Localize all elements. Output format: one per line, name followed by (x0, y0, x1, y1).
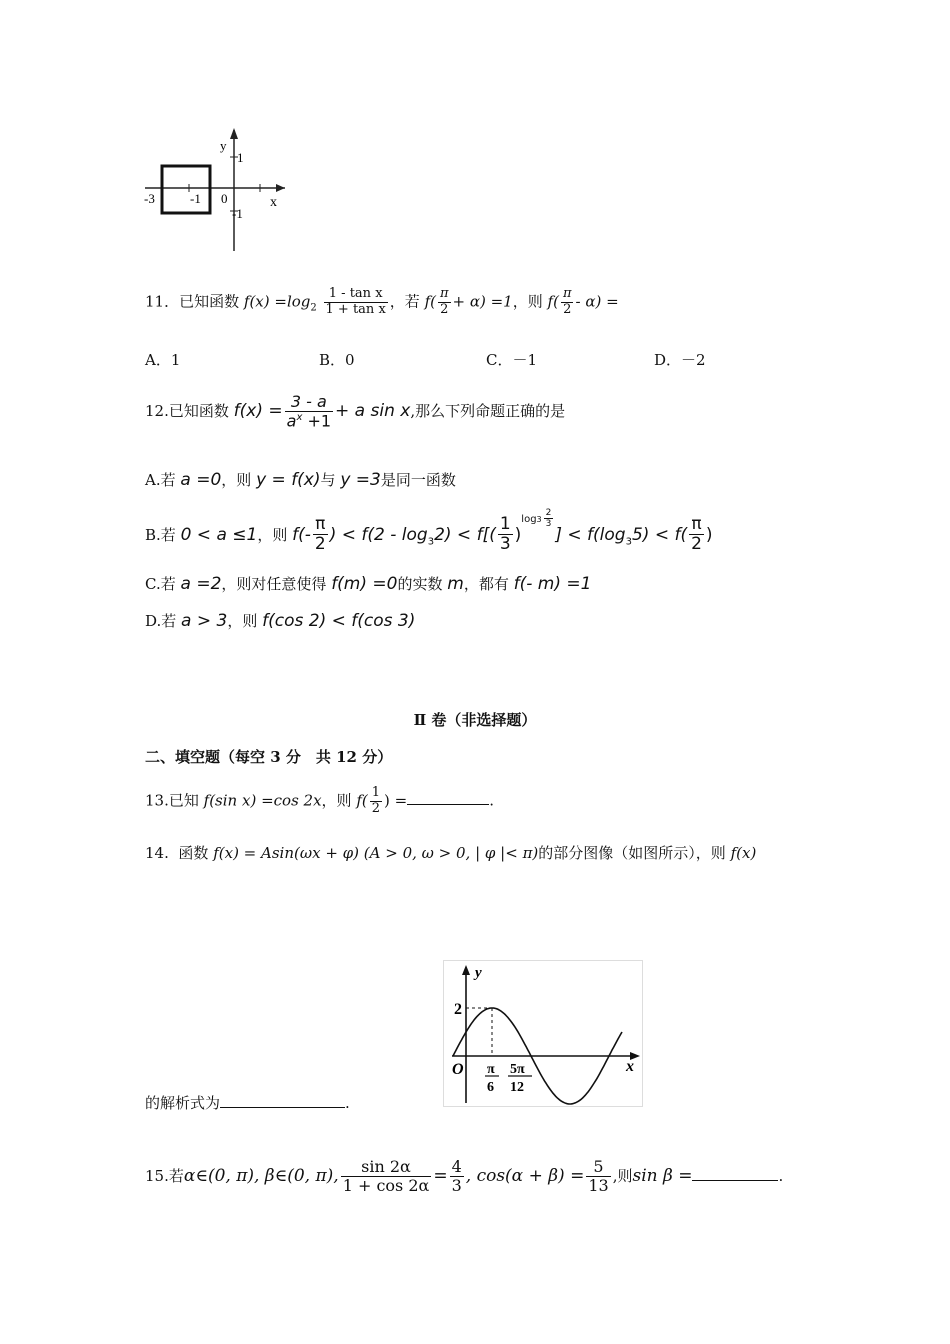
q12d-m1: a > 3 (181, 611, 228, 631)
q12b-m1: 0 < a ≤1 (180, 524, 258, 545)
q13-close: ) = (384, 791, 408, 810)
q13-number: 13. (145, 791, 169, 810)
q13-f-open: f( (356, 791, 368, 810)
q12b-two-a: 2 (314, 534, 326, 555)
q12-tail: ,那么下列命题正确的是 (410, 402, 566, 421)
q11-option-a: A．1 (145, 351, 181, 369)
q11-sep2: ，则 (512, 292, 543, 311)
q15-lead: 若 (168, 1166, 184, 1185)
x-tick-neg-3: -3 (144, 191, 155, 206)
q12b-expr3: 2) < f[( (434, 524, 496, 545)
y-axis-label: y (220, 138, 227, 153)
graph-y-label: y (475, 965, 482, 981)
q12b-sup-log: log (521, 513, 537, 525)
q12b-label: B.若 (145, 525, 176, 544)
q12b-chain (292, 508, 713, 555)
graph-tick1-num: π (487, 1062, 495, 1077)
q15-frac1-num: sin 2α (341, 1158, 432, 1177)
q11-frac-num: 1 - tan x (324, 287, 388, 303)
q12c-m1: a =2 (180, 574, 222, 594)
graph-tick2-den: 12 (510, 1080, 524, 1095)
q12b-pi-half-b (689, 515, 704, 555)
q15-end: . (778, 1166, 784, 1185)
square-axes-figure (140, 125, 300, 255)
q12b-one-third (498, 515, 513, 555)
question-12 (145, 393, 565, 431)
question-13 (145, 786, 494, 817)
q12b-two-b: 2 (691, 534, 702, 555)
q15-m2: , cos(α + β) = (465, 1165, 585, 1186)
q11-fx: f(x) =log (243, 292, 311, 311)
q11-option-b: B．0 (319, 351, 355, 369)
q12a-m1: a =0 (180, 470, 222, 490)
q12c-t3: ，都有 (463, 575, 509, 593)
q11-f-open-2: f( (547, 292, 559, 311)
q12-fx: f(x) = (233, 401, 283, 422)
q12b-pi-half-a (313, 515, 328, 555)
q12b-sup-num: 2 (545, 508, 552, 518)
q15-frac3-den: 13 (588, 1176, 609, 1196)
q14-m2: f(x) (730, 844, 757, 862)
q12b-expr2: ) < f(2 - log (329, 524, 428, 545)
q11-pi-a: π (439, 286, 449, 301)
q13-half (370, 786, 382, 817)
x-tick-neg-1: -1 (190, 191, 201, 206)
q12a-t2: 与 (320, 471, 336, 489)
q14-cond: (A > 0, ω > 0, | φ |< π) (363, 844, 539, 862)
graph-tick1-den: 6 (487, 1080, 494, 1095)
q13-two: 2 (371, 800, 381, 816)
q11-two-a: 2 (438, 302, 451, 318)
q15-answer-blank[interactable] (692, 1166, 778, 1181)
q14-answer-blank[interactable] (220, 1093, 345, 1108)
q12c-m2: f(m) =0 (331, 574, 398, 594)
q11-pi-over-2-b (561, 287, 574, 318)
q15-frac2-den: 3 (451, 1176, 462, 1196)
q13-answer-blank[interactable] (407, 790, 489, 805)
graph-x-label: x (626, 1058, 634, 1075)
q12-lead: 已知函数 (168, 402, 229, 421)
q13-lead: 已知 (168, 791, 199, 810)
q12-frac-den: a (286, 411, 297, 431)
q12-number: 12. (145, 402, 169, 421)
q15-t1: ,则 (612, 1166, 633, 1185)
q13-t1: ，则 (321, 791, 352, 810)
q14-m1: f(x) = Asin(ωx + φ) (213, 844, 360, 862)
q12c-t2: 的实数 (397, 575, 443, 593)
q12c-label: C.若 (145, 575, 176, 593)
q12-option-a (145, 469, 456, 490)
q11-plus-alpha: + α) =1 (452, 292, 513, 311)
q12b-sup-den: 3 (545, 519, 552, 530)
q12a-m2: y = f(x) (256, 470, 321, 490)
q15-m3: sin β = (632, 1165, 693, 1186)
section-title: Ⅱ 卷（非选择题） (413, 711, 537, 729)
q11-frac-den: 1 + tan x (325, 301, 386, 317)
q12-option-b (145, 508, 713, 555)
q12-option-d (145, 610, 415, 631)
q15-frac1-den: 1 + cos 2α (342, 1176, 430, 1196)
q12a-m3: y =3 (340, 470, 381, 490)
q12c-m3: m (447, 574, 464, 594)
q11-options (145, 349, 765, 369)
y-tick-neg-1: -1 (232, 206, 243, 221)
q11-lead: 已知函数 (179, 292, 240, 311)
q12b-sup-frac (544, 508, 554, 530)
q11-fraction (324, 287, 388, 318)
q12-rest: + a sin x (335, 401, 411, 422)
q12b-exponent (521, 508, 555, 530)
q12b-base-b: 3 (625, 536, 632, 548)
q13-m1: f(sin x) =cos 2x (203, 791, 322, 810)
graph-max-label: 2 (454, 1001, 462, 1018)
q15-frac2-num: 4 (451, 1157, 462, 1176)
q12b-expr6: 5) < f( (631, 524, 688, 545)
question-14 (145, 842, 756, 863)
q11-option-d: D．－2 (654, 351, 706, 369)
q12-den-rest: +1 (302, 411, 332, 431)
q12a-t3: 是同一函数 (380, 471, 456, 489)
sine-graph-figure (443, 960, 643, 1107)
q11-log-base: 2 (310, 302, 317, 314)
q12b-one: 1 (499, 513, 511, 534)
q14-t1: 的部分图像（如图所示），则 (538, 844, 726, 862)
q14-end: . (345, 1094, 350, 1112)
q12b-expr7: ) (705, 524, 713, 545)
q12d-label: D.若 (145, 612, 177, 630)
fill-in-subtitle: 二、填空题（每空 3 分 共 12 分） (145, 748, 393, 766)
q15-frac3-num: 5 (586, 1158, 610, 1177)
q12b-expr5: ] < f(log (555, 524, 626, 545)
q12-den-sup: x (296, 412, 303, 424)
q12b-pi-a: π (313, 515, 328, 536)
origin-label: 0 (221, 191, 228, 206)
graph-origin-label: O (452, 1061, 464, 1078)
q12c-m4: f(- m) =1 (513, 574, 592, 594)
q12b-expr1: f(- (292, 524, 311, 545)
question-11 (145, 287, 619, 318)
q15-eq1: = (433, 1165, 448, 1186)
q15-frac2 (450, 1158, 464, 1196)
q11-minus-alpha: - α) = (575, 292, 619, 311)
q12c-t1: ，则对任意使得 (221, 575, 327, 593)
q11-number: 11． (145, 292, 180, 311)
q14-tail: 的解析式为 (145, 1094, 221, 1112)
q11-two-b: 2 (561, 302, 574, 318)
q11-pi-b: π (562, 286, 572, 301)
q11-option-c: C．－1 (486, 351, 538, 369)
q13-one: 1 (371, 785, 381, 800)
q12b-sup-base: 3 (536, 514, 542, 524)
q12b-t1: ，则 (257, 525, 288, 544)
q11-pi-over-2-a (438, 287, 451, 318)
q14-tail-line (145, 1092, 350, 1113)
q12b-base-a: 3 (427, 536, 435, 548)
q12b-three: 3 (499, 534, 511, 555)
q11-f-open: f( (424, 292, 436, 311)
q11-sep1: ，若 (389, 292, 420, 311)
q13-end: . (489, 791, 495, 810)
q12-fraction (285, 393, 333, 431)
question-15 (145, 1158, 783, 1196)
q12b-pi-b: π (689, 515, 704, 536)
q12-option-c (145, 573, 591, 594)
q12d-t1: ，则 (227, 612, 258, 630)
q15-number: 15. (145, 1166, 169, 1185)
q12a-t1: ，则 (221, 471, 252, 489)
q15-frac1 (341, 1158, 432, 1196)
q12-frac-num: 3 - a (285, 393, 333, 412)
q12b-expr4: ) (514, 524, 522, 545)
q15-frac3 (586, 1158, 610, 1196)
q12d-m2: f(cos 2) < f(cos 3) (262, 611, 416, 631)
q14-lead: 函数 (178, 844, 209, 862)
y-tick-1: 1 (237, 150, 244, 165)
q14-number: 14. (145, 844, 169, 862)
graph-tick2-num: 5π (510, 1062, 525, 1077)
q12a-label: A.若 (145, 471, 176, 489)
x-axis-label: x (270, 195, 277, 210)
q15-m1: α∈(0, π), β∈(0, π), (183, 1165, 339, 1186)
